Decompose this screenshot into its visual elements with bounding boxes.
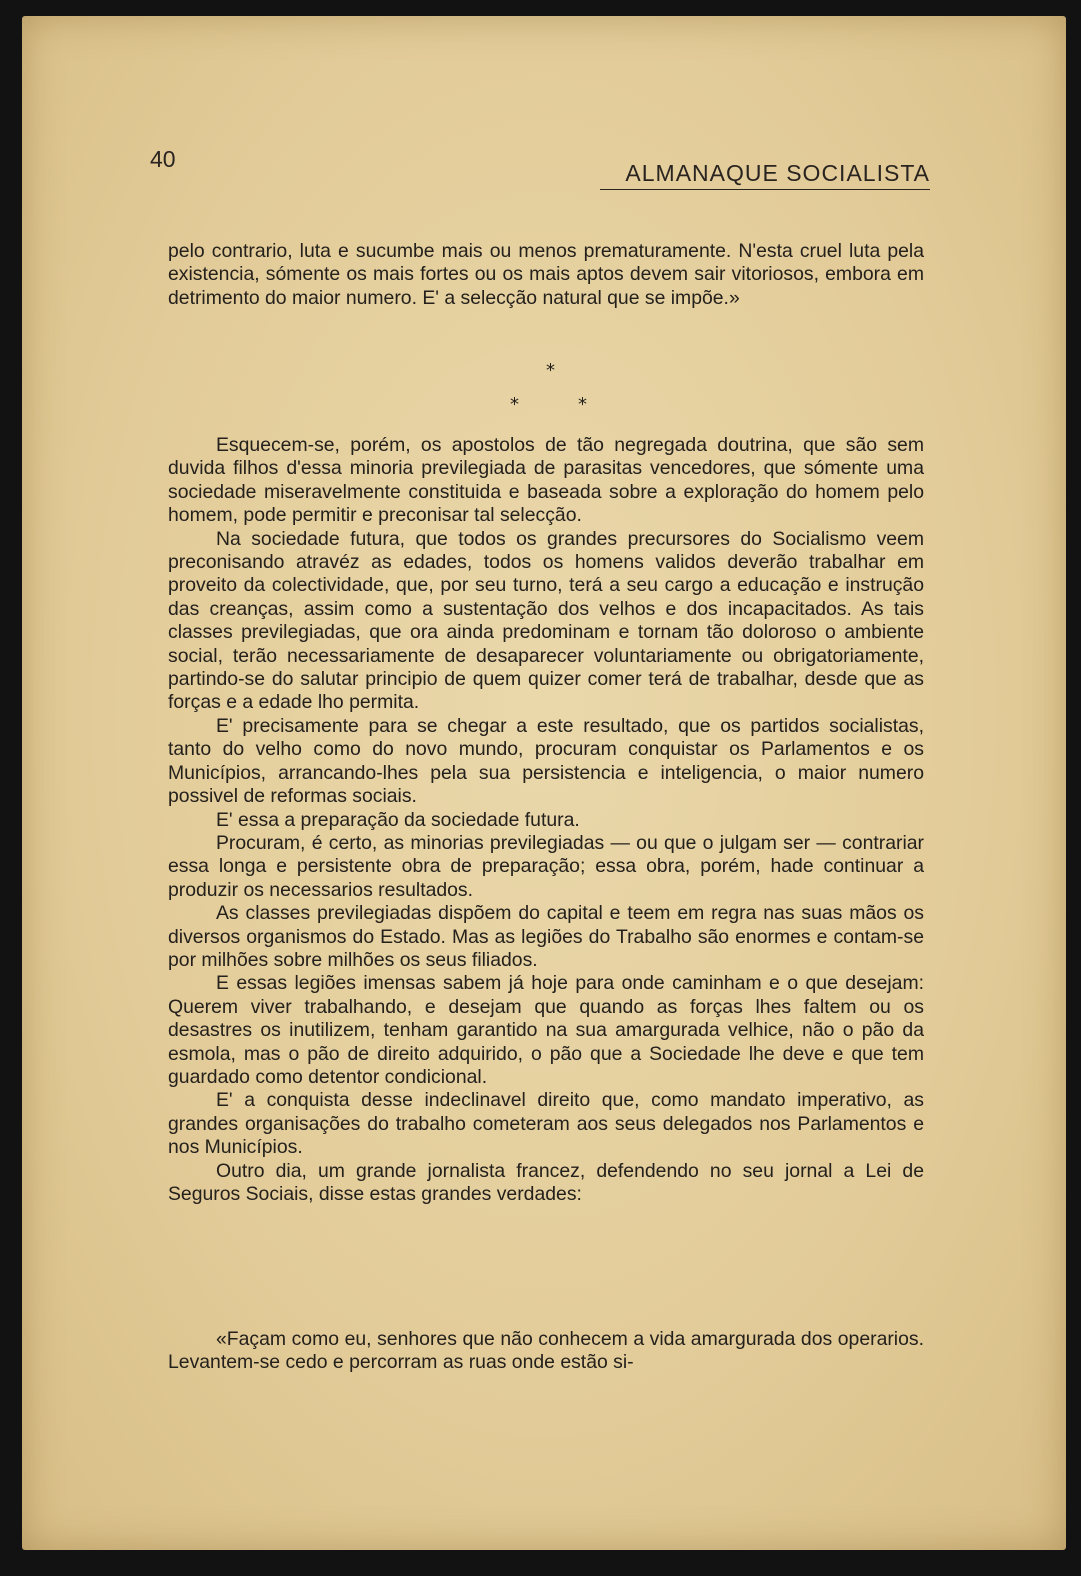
continuation-paragraph: pelo contrario, luta e sucumbe mais ou menos prematuramente. N'esta cruel luta pela existencia, sómente os mais fortes ou os mais aptos devem sair vitoriosos, embora em detrimento do maior numero. E' a selecção natural que se impõe.» bbox=[168, 240, 924, 309]
quote-text bbox=[168, 1328, 924, 1375]
paragraph: E' precisamente para se chegar a este resultado, que os partidos socialistas, tanto do velho como do novo mundo, procuram conquistar os Parlamentos e os Municípios, arrancando-lhes pela sua persistencia e inteligencia, o maior numero possivel de reformas sociais. bbox=[168, 714, 924, 808]
body-text bbox=[168, 434, 924, 1206]
continuation-text bbox=[168, 240, 924, 310]
running-title: ALMANAQUE SOCIALISTA bbox=[625, 160, 930, 186]
paragraph: E essas legiões imensas sabem já hoje para onde caminham e o que desejam: Querem viver trabalhando, e desejam que quando as forças lhes faltem ou os desastres os inutilizem, tenham garantido na sua amargurada velhice, não o pão da esmola, mas o pão de direito adquirido, o pão que a Sociedade lhe deve e que tem guardado como detentor condicional. bbox=[168, 972, 924, 1088]
paragraph: As classes previlegiadas dispõem do capital e teem em regra nas suas mãos os diversos organismos do Estado. Mas as legiões do Trabalho são enormes e contam-se por milhões sobre milhões os seus filiados. bbox=[168, 902, 924, 971]
asterism-star: * bbox=[578, 394, 587, 415]
paragraph: Procuram, é certo, as minorias previlegiadas — ou que o julgam ser — contrariar essa longa e persistente obra de preparação; essa obra, porém, hade continuar a produzir os necessarios resultados. bbox=[168, 831, 924, 901]
page-number: 40 bbox=[150, 146, 176, 172]
asterism-star: * bbox=[510, 394, 519, 415]
page-header bbox=[150, 146, 930, 198]
paragraph: Outro dia, um grande jornalista francez, defendendo no seu jornal a Lei de Seguros Sociais, disse estas grandes verdades: bbox=[168, 1159, 924, 1205]
quote-paragraph: «Façam como eu, senhores que não conhecem a vida amargurada dos operarios. Levantem-se cedo e percorram as ruas onde estão si- bbox=[168, 1328, 924, 1374]
paragraph: E' a conquista desse indeclinavel direito que, como mandato imperativo, as grandes organisações do trabalho cometeram aos seus delegados nos Parlamentos e nos Municípios. bbox=[168, 1089, 924, 1159]
asterism-star: * bbox=[546, 360, 555, 381]
paragraph: Esquecem-se, porém, os apostolos de tão negregada doutrina, que são sem duvida filhos d'essa minoria previlegiada de parasitas vencedores, que sómente uma sociedade miseravelmente constituida e baseada sobre a exploração do homem pelo homem, pode permitir e preconisar tal selecção. bbox=[168, 434, 924, 527]
paragraph: E' essa a preparação da sociedade futura. bbox=[216, 808, 580, 831]
asterism bbox=[500, 360, 600, 420]
paragraph: Na sociedade futura, que todos os grandes precursores do Socialismo veem preconisando atravéz as edades, todos os homens validos deverão trabalhar em proveito da colectividade, que, por seu turno, terá a seu cargo a educação e instrução das creanças, assim como a sustentação dos velhos e dos incapacitados. As tais classes previlegiadas, que ora ainda predominam e tornam tão doloroso o ambiente social, terão necessariamente de desaparecer voluntariamente ou obrigatoriamente, partindo-se do salutar principio de quem quizer comer terá de trabalhar, desde que as forças e a edade lho permita. bbox=[168, 527, 924, 714]
header-rule bbox=[600, 189, 930, 190]
